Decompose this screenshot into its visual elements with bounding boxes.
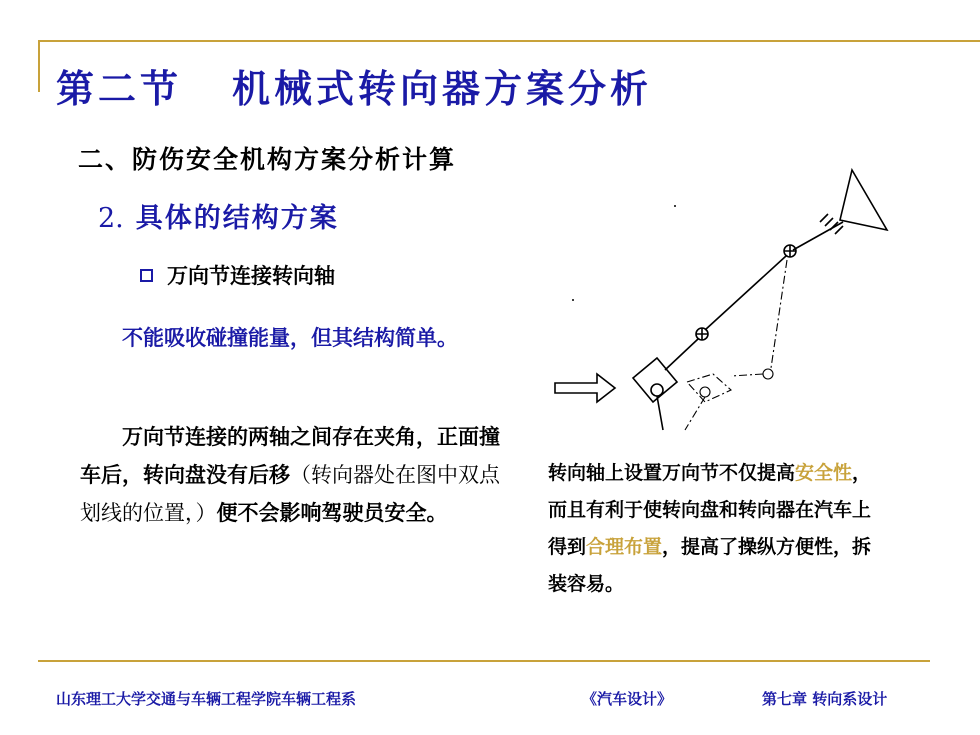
footer-institution: 山东理工大学交通与车辆工程学院车辆工程系	[56, 690, 357, 708]
heading2-number: 2.	[98, 203, 124, 234]
highlight-layout: 合理布置	[586, 536, 663, 558]
left-border-line	[38, 40, 40, 92]
footer-divider	[38, 660, 930, 662]
upper-shaft	[793, 222, 843, 250]
heading-level1: 二、防伤安全机构方案分析计算	[78, 145, 457, 174]
para-text-3: 便不会影响驾驶员安全。	[216, 501, 448, 525]
impact-arrow	[555, 374, 615, 402]
bullet-text: 万向节连接转向轴	[167, 264, 335, 288]
right-text-3: ，提高了操纵方便性，拆装容易。	[548, 536, 872, 595]
right-text-1: 转向轴上设置万向节不仅提高	[548, 462, 796, 484]
top-border-line	[38, 40, 980, 42]
highlight-note: 不能吸收碰撞能量，但其结构简单。	[122, 326, 458, 350]
title-section: 第二节	[56, 67, 183, 111]
highlight-safety: 安全性	[795, 462, 853, 484]
displaced-gear-box	[687, 374, 731, 402]
displaced-shaft	[771, 260, 787, 368]
intermediate-shaft	[705, 256, 786, 330]
square-bullet-icon	[140, 269, 153, 282]
bullet-item	[140, 260, 335, 290]
right-paragraph	[548, 455, 888, 603]
title-topic: 机械式转向器方案分析	[232, 67, 653, 111]
slide-title	[56, 58, 652, 113]
footer-chapter: 第七章 转向系设计	[762, 690, 888, 708]
footer-course: 《汽车设计》	[582, 690, 673, 708]
steering-wheel-shape	[840, 170, 887, 230]
para-text-2: （转向器处在图中双点划线的位置，）	[80, 463, 500, 525]
heading-level2	[98, 196, 339, 235]
steering-diagram	[545, 160, 905, 440]
heading2-text: 具体的结构方案	[135, 203, 339, 234]
lower-shaft	[665, 339, 698, 370]
right-text-2: ，而且有利于使转向盘和转向器在汽车上得到	[548, 462, 872, 558]
left-paragraph	[80, 418, 510, 532]
para-text-1: 万向节连接的两轴之间存在夹角，正面撞车后，转向盘没有后移	[80, 425, 500, 487]
